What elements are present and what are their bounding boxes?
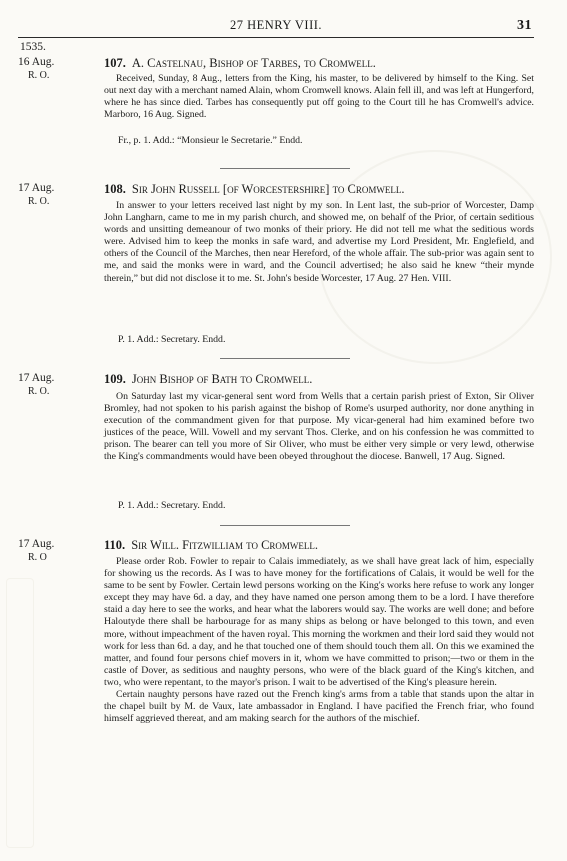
entry-margin xyxy=(18,56,100,82)
entry-source: R. O. xyxy=(28,70,50,81)
entry-separator xyxy=(220,358,350,359)
entry-heading xyxy=(104,538,544,552)
entry-paragraph-2: Certain naughty persons have razed out the French king's arms from a table that stands upon the altar in the chapel built by M. de Vaux, late ambassador in England. I have pacified the French friar, who found himself aggrieved thereat, and am making search for the authors of the mischief. xyxy=(104,689,534,725)
entry-separator xyxy=(220,525,350,526)
entry-margin xyxy=(18,372,100,398)
entry-paragraph: Please order Rob. Fowler to repair to Calais immediately, as we shall have great lack of him, especially for showing us the records. As I was to have money for the fortifications of Calais, it would be well for the same to be sent by Fowler. Certain lewd persons working on the King's works here refuse to work any longer except they may have 6d. a day, and they have named one person among them to be a lord. I have therefore staid a day here to see the works, and hear what the laborers would say. The works are well done; and before Haloutyde there shall be harbourage for as many ships as belong or have belonged to this town, and even more, without impeachment of the haven royal. This morning the workmen and their lord said they would not work for less than 6d. a day, and he that touched one of them should touch them all. On this we examined the matter, and found four persons chief movers in it, whom we have committed to prison;—two or them in the castle of Dover, as seditious and naughty persons, who were of the black guard of the King's kitchen, and two, who were repentant, to the mayor's prison. I wait to be advertised of the King's pleasure herein. xyxy=(104,556,534,688)
entry-date: 17 Aug. xyxy=(18,182,55,194)
entry-source: R. O. xyxy=(28,386,50,397)
entry-number: 109. xyxy=(104,372,126,386)
entry-title: A. Castelnau, Bishop of Tarbes, to Cromwell. xyxy=(131,56,376,70)
entry-paragraph: On Saturday last my vicar-general sent word from Wells that a certain parish priest of Exton, Sir Oliver Bromley, had not spoken to his parish against the bishop of Rome's usurped authority, nor done anything in execution of the commandment given for that purpose. My vicar-general had him examined before two justices of the peace, Will. Vowell and my servant Thos. Clerke, and on his confession he was committed to prison. The bearer can tell you more of Sir Oliver, who must be either very simple or very lewd, otherwise the King's commandments would have been obeyed throughout the diocese. Banwell, 17 Aug. Signed. xyxy=(104,391,534,463)
entry-paragraph: Received, Sunday, 8 Aug., letters from the King, his master, to be delivered by himself to the King. Set out next day with a merchant named Alain, whom Cromwell knows. Alain fell ill, and was left at Hungerford, where he has since died. Tarbes has consequently put off going to the Court till he has Cromwell's advice. Marboro, 16 Aug. Signed. xyxy=(104,73,534,121)
entry-date: 16 Aug. xyxy=(18,56,55,68)
entry-number: 110. xyxy=(104,538,126,552)
entry-body xyxy=(104,391,534,464)
running-header xyxy=(20,18,532,36)
entry-date: 17 Aug. xyxy=(18,538,55,550)
entry-heading xyxy=(104,56,544,70)
running-title: 27 HENRY VIII. xyxy=(229,18,323,32)
entry-title: Sir John Russell [of Worcestershire] to Cromwell. xyxy=(131,182,405,196)
entry-margin xyxy=(18,538,100,564)
entry-body xyxy=(104,556,534,725)
entry-paragraph: In answer to your letters received last night by my son. In Lent last, the sub-prior of Worcester, Damp John Langharn, came to me in my parish church, and showed me, on behalf of the Prior, of certain seditious words and unsitting demeanour of two monks of their priory. He did not tell me what the seditious words were. Advised him to keep the monks in safe ward, and advertise my Lord President, Mr. Englefield, and others of the Council of the Marches, then near Hereford, of the whole affair. The sub-prior was again sent to me, and said the monks were in ward, and the Council advertised; he also said he knew “their mynde therein,” but did not disclose it to me. St. John's beside Worcester, 17 Aug. 27 Hen. VIII. xyxy=(104,200,534,284)
entry-source: R. O xyxy=(28,552,47,563)
entry-title: John Bishop of Bath to Cromwell. xyxy=(131,372,313,386)
entry-source: R. O. xyxy=(28,196,50,207)
page-number: 31 xyxy=(517,18,532,33)
entry-heading xyxy=(104,182,544,196)
entry-body xyxy=(104,200,534,285)
year-label: 1535. xyxy=(20,41,46,53)
entry-note: P. 1. Add.: Secretary. Endd. xyxy=(118,500,226,511)
entry-date: 17 Aug. xyxy=(18,372,55,384)
library-stamp xyxy=(6,578,34,848)
header-rule xyxy=(18,37,534,38)
entry-note: Fr., p. 1. Add.: “Monsieur le Secretarie.” Endd. xyxy=(118,135,303,146)
entry-heading xyxy=(104,372,544,386)
entry-number: 108. xyxy=(104,182,126,196)
entry-note: P. 1. Add.: Secretary. Endd. xyxy=(118,334,226,345)
entry-separator xyxy=(220,168,350,169)
entry-margin xyxy=(18,182,100,208)
entry-number: 107. xyxy=(104,56,126,70)
entry-body xyxy=(104,73,534,121)
entry-title: Sir Will. Fitzwilliam to Cromwell. xyxy=(131,538,319,552)
